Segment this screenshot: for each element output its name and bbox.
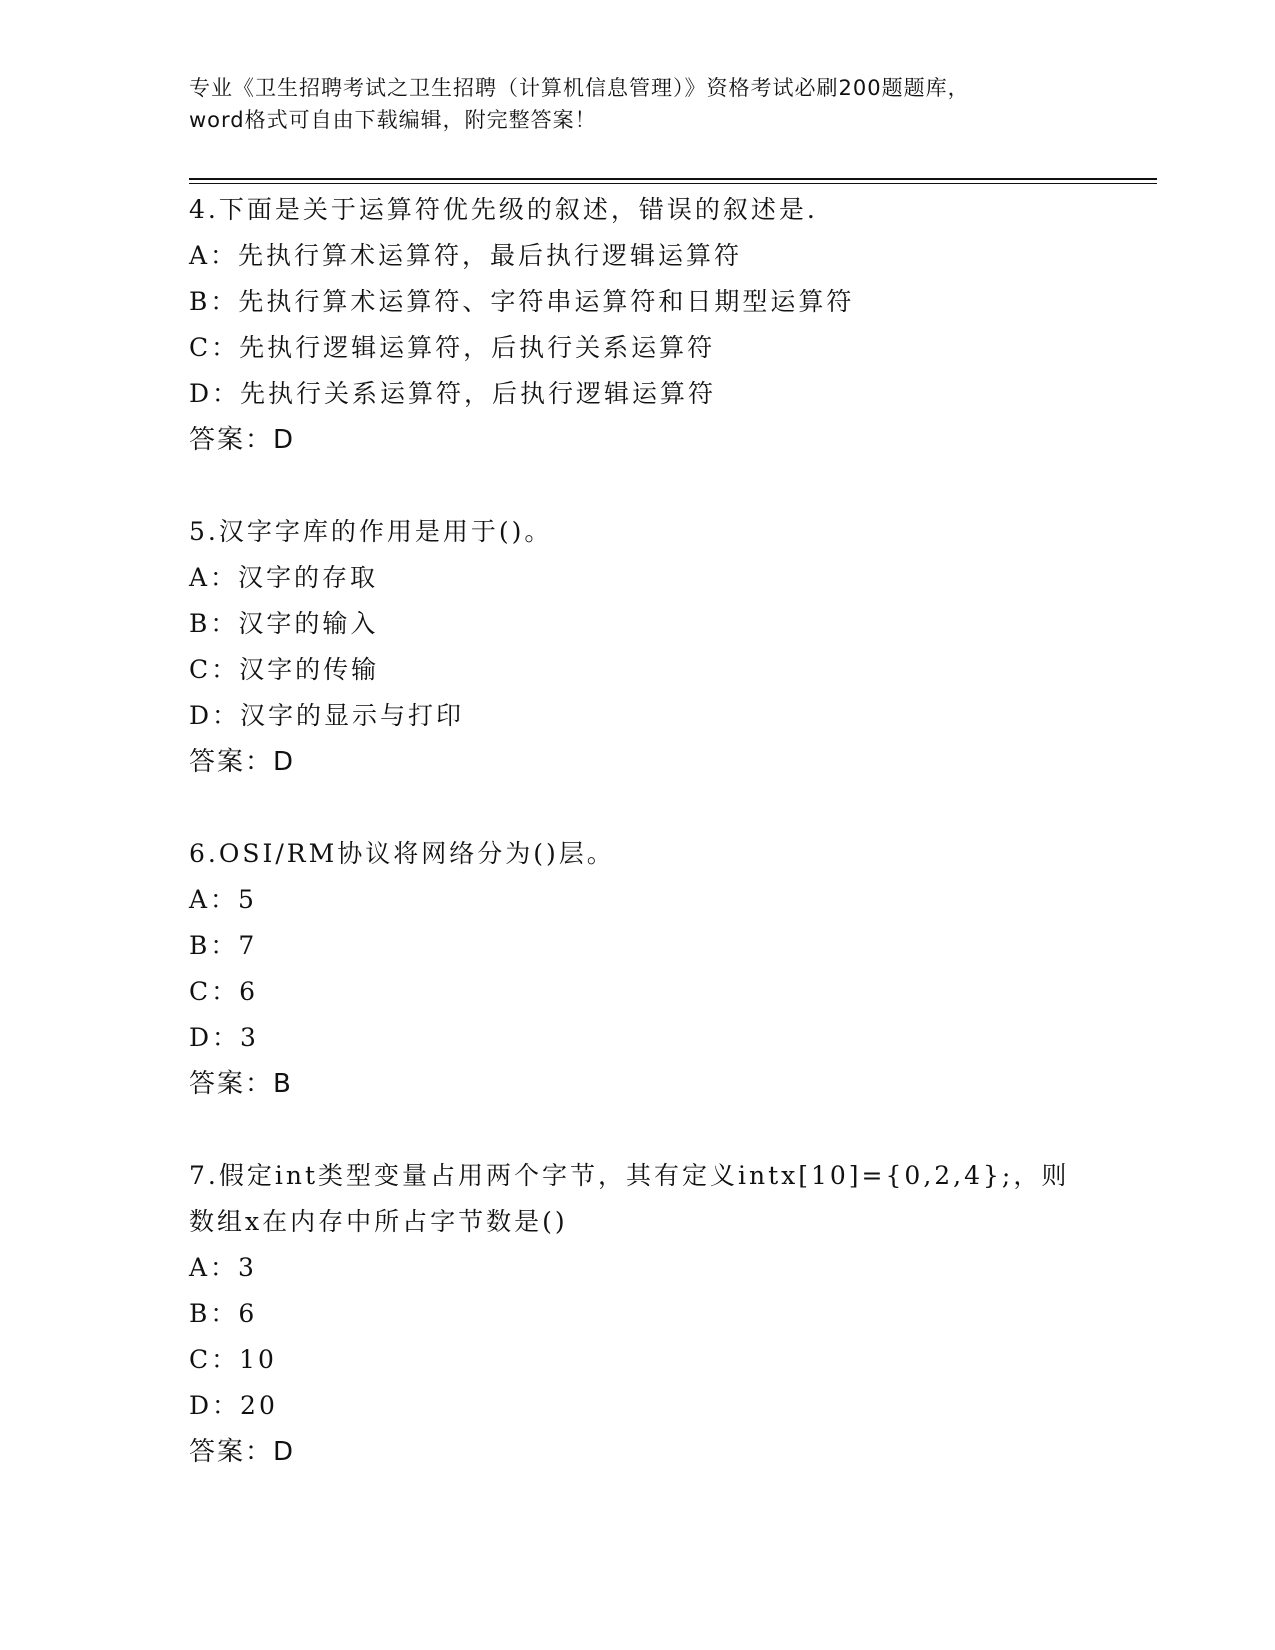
question-stem-continued: 数组x在内存中所占字节数是()	[189, 1207, 568, 1236]
answer-label: 答案：	[189, 1069, 274, 1099]
option-b: B：7	[189, 931, 258, 960]
answer-value: D	[273, 425, 296, 455]
answer-label: 答案：	[189, 425, 274, 455]
answer-line	[189, 417, 1157, 463]
option-a: A：5	[189, 885, 257, 914]
question-stem: 5.汉字字库的作用是用于()。	[189, 517, 553, 546]
header-divider-thick	[189, 178, 1157, 180]
option-c: C：6	[189, 977, 259, 1006]
option-c: C：先执行逻辑运算符，后执行关系运算符	[189, 333, 716, 362]
answer-label: 答案：	[189, 747, 274, 777]
header-divider-thin	[189, 183, 1157, 184]
option-c: C：汉字的传输	[189, 655, 380, 684]
answer-value: D	[273, 747, 296, 777]
question-list	[189, 187, 1157, 1521]
answer-line	[189, 739, 1157, 785]
question-block	[189, 831, 1157, 1107]
document-header	[189, 72, 1069, 136]
answer-value: B	[273, 1069, 293, 1099]
header-title-line-2: word格式可自由下载编辑，附完整答案！	[189, 108, 597, 132]
answer-line	[189, 1429, 1157, 1475]
option-a: A：先执行算术运算符，最后执行逻辑运算符	[189, 241, 743, 270]
option-c: C：10	[189, 1345, 277, 1374]
option-d: D：先执行关系运算符，后执行逻辑运算符	[189, 379, 717, 408]
option-d: D：20	[189, 1391, 278, 1420]
answer-line	[189, 1061, 1157, 1107]
option-a: A：汉字的存取	[189, 563, 379, 592]
question-stem: 4.下面是关于运算符优先级的叙述，错误的叙述是.	[189, 195, 818, 224]
option-d: D：3	[189, 1023, 259, 1052]
header-title-line-1: 专业《卫生招聘考试之卫生招聘（计算机信息管理）》资格考试必刷200题题库，	[189, 76, 970, 100]
option-d: D：汉字的显示与打印	[189, 701, 465, 730]
option-b: B：先执行算术运算符、字符串运算符和日期型运算符	[189, 287, 855, 316]
option-b: B：6	[189, 1299, 258, 1328]
answer-value: D	[273, 1437, 296, 1467]
question-stem: 6.OSI/RM协议将网络分为()层。	[189, 839, 615, 868]
question-block	[189, 509, 1157, 785]
question-stem: 7.假定int类型变量占用两个字节，其有定义intx[10]={0,2,4};，则	[189, 1161, 1070, 1190]
option-b: B：汉字的输入	[189, 609, 379, 638]
answer-label: 答案：	[189, 1437, 274, 1467]
option-a: A：3	[189, 1253, 257, 1282]
question-block	[189, 1153, 1157, 1475]
question-block	[189, 187, 1157, 463]
